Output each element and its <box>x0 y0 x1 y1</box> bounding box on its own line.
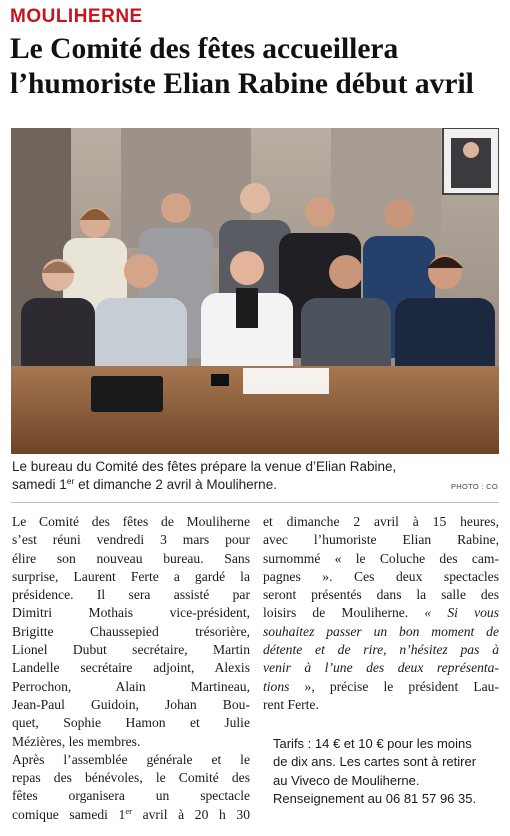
caption-divider <box>11 502 499 503</box>
article-line: Landelle secrétaire adjoint, Alexis <box>12 660 250 676</box>
article-line-end: avril à 20 h 30 <box>131 806 250 822</box>
info-line: de dix ans. Les cartes sont à retirer <box>273 754 477 770</box>
quote-line: venir à l’une des deux représenta- <box>263 660 499 676</box>
article-line: Après l’assemblée générale et le <box>12 751 250 767</box>
caption-line-2 <box>12 476 500 494</box>
article-line: avec l’humoriste Elian Rabine, <box>263 532 499 548</box>
article-line <box>263 641 499 659</box>
practical-info <box>263 735 499 809</box>
article-line: Perrochon, Alain Martineau, <box>12 678 250 694</box>
info-line: au Viveco de Mouliherne. <box>273 772 420 788</box>
photo-credit: PHOTO : CO <box>450 482 498 491</box>
caption-line-1: Le bureau du Comité des fêtes prépare la venue d’Elian Rabine, <box>12 459 397 474</box>
headline <box>10 32 502 102</box>
article-column-left <box>12 513 250 824</box>
group-photo <box>11 128 499 454</box>
article-line: quet, Sophie Hamon et Julie <box>12 715 250 731</box>
article-line: rent Ferte. <box>263 696 319 712</box>
article-line: présidence. Il sera assisté par <box>12 587 250 603</box>
article-line: pagnes ». Ces deux spectacles <box>263 568 499 584</box>
article-line: et dimanche 2 avril à 15 heures, <box>263 514 499 529</box>
article-line: Jean-Paul Guidoin, Johan Bou- <box>12 696 250 712</box>
article-line <box>263 659 499 677</box>
article-column-right <box>263 513 499 714</box>
article-line: Le Comité des fêtes de Mouliherne <box>12 514 250 529</box>
article-line: Brigitte Chaussepied trésorière, <box>12 623 250 639</box>
quote-start: « Si vous <box>424 605 499 621</box>
quote-line: détente et de rire, n’hésitez pas à <box>263 642 499 658</box>
article-line: Lionel Dubut secrétaire, Martin <box>12 642 250 658</box>
article-superscript: er <box>125 805 132 816</box>
caption-line-2-end: et dimanche 2 avril à Mouliherne. <box>74 477 277 492</box>
article-line: seront présentés dans la salle des <box>263 587 499 603</box>
article-line: élire son nouveau bureau. Sans <box>12 550 250 566</box>
article-line <box>263 623 499 641</box>
group-photo-illustration <box>11 128 499 454</box>
info-phone: Renseignement au 06 81 57 96 35. <box>273 791 477 807</box>
article-line: Mézières, les membres. <box>12 733 141 749</box>
article-line <box>263 678 499 696</box>
photo-caption <box>12 458 500 494</box>
caption-line-2-start: samedi 1 <box>12 477 67 492</box>
article-line: fêtes organisera un spectacle <box>12 788 250 804</box>
info-line: Tarifs : 14 € et 10 € pour les moins <box>273 736 472 751</box>
article-line <box>263 604 499 622</box>
article-line: Dimitri Mothais vice-président, <box>12 605 250 621</box>
headline-line-2: l’humoriste Elian Rabine début avril <box>10 68 474 100</box>
article-line: s’est réuni vendredi 3 mars pour <box>12 532 250 548</box>
article-line-start: loisirs de Mouliherne. <box>263 605 425 621</box>
article-line: surnommé « le Coluche des cam- <box>263 550 499 566</box>
quote-end: tions <box>263 678 290 694</box>
quote-line: souhaitez passer un bon moment de <box>263 623 499 639</box>
article-line <box>12 806 250 824</box>
article-line-start: comique samedi 1 <box>12 806 126 822</box>
caption-superscript: er <box>66 476 75 486</box>
article-line-end: », précise le président Lau- <box>289 678 499 694</box>
section-tag: MOULIHERNE <box>10 6 143 27</box>
article-line: repas des bénévoles, le Comité des <box>12 770 250 786</box>
headline-line-1: Le Comité des fêtes accueillera <box>10 33 399 65</box>
article-line: surprise, Laurent Ferte a gardé la <box>12 568 250 584</box>
